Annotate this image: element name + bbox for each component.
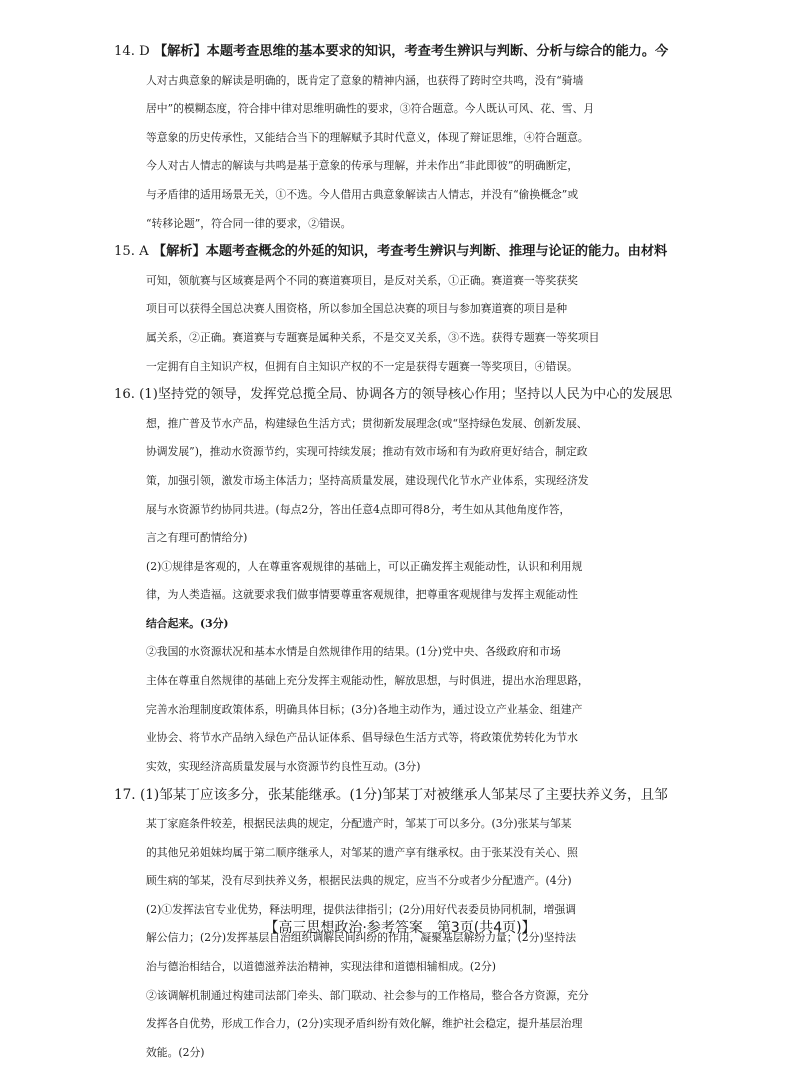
answer-15-line: 项目可以获得全国总决赛人围资格，所以参加全国总决赛的项目与参加赛道赛的项目是种	[146, 302, 568, 316]
answer-17-line: 效能。(2分)	[146, 1045, 205, 1059]
answer-16-line: 律，为人类造福。这就要求我们做事情要尊重客观规律，把尊重客观规律与发挥主观能动性	[146, 588, 578, 602]
answer-14-line: 人对古典意象的解读是明确的，既肯定了意象的精神内涵，也获得了跨时空共鸣，没有“骑墙	[146, 73, 584, 87]
answer-16-line: 结合起来。(3分)	[146, 616, 229, 630]
page-footer: 【高三思想政治·参考答案 第3页(共4页)】	[264, 920, 536, 936]
answer-17-line: 17. (1)邹某丁应该多分，张某能继承。(1分)邹某丁对被继承人邹某尽了主要扶养义务，且邹	[114, 787, 668, 804]
answer-14-line: 等意象的历史传承性，又能结合当下的理解赋予其时代意义，体现了辩证思维，④符合题意。	[146, 130, 589, 144]
answer-17-line: ②该调解机制通过构建司法部门牵头、部门联动、社会参与的工作格局，整合各方资源，充分	[146, 988, 589, 1002]
answer-16-line: (2)①规律是客观的，人在尊重客观规律的基础上，可以正确发挥主观能动性，认识和利用规	[146, 559, 583, 573]
answer-16-line: 实效，实现经济高质量发展与水资源节约良性互动。(3分)	[146, 759, 421, 773]
answer-15-line: 15. A 【解析】本题考查概念的外延的知识，考查考生辨识与判断、推理与论证的能力。由材料	[114, 244, 668, 260]
answer-14-line: “转移论题”，符合同一律的要求，②错误。	[146, 216, 352, 230]
answer-16-line: 主体在尊重自然规律的基础上充分发挥主观能动性，解放思想，与时俱进，提出水治理思路，	[146, 674, 589, 688]
answer-15-line: 属关系，②正确。赛道赛与专题赛是属种关系，不是交叉关系，③不选。获得专题赛一等奖项目	[146, 330, 600, 344]
answer-16-line: ②我国的水资源状况和基本水情是自然规律作用的结果。(1分)党中央、各级政府和市场	[146, 645, 561, 659]
answer-16-line: 策，加强引领，激发市场主体活力；坚持高质量发展，建设现代化节水产业体系，实现经济发	[146, 473, 589, 487]
analysis-lead: 【解析】本题考查概念的外延的知识，考查考生辨识与判断、推理与论证的能力。由材料	[152, 244, 668, 260]
answer-17-line: 解公信力；(2分)发挥基层自治组织调解民间纠纷的作用，凝聚基层解纷力量；(2分)坚持法	[146, 931, 577, 945]
answer-14-line: 居中”的模糊态度，符合排中律对思维明确性的要求，③符合题意。今人既认可风、花、雪、月	[146, 102, 595, 116]
answer-14-line: 与矛盾律的适用场景无关，①不选。今人借用古典意象解读古人情志，并没有“偷换概念”或	[146, 187, 579, 201]
answer-16-line: 言之有理可酌情给分)	[146, 531, 248, 545]
answer-14-line: 14. D 【解析】本题考查思维的基本要求的知识，考查考生辨识与判断、分析与综合的能力。今	[114, 44, 669, 59]
answer-16	[114, 381, 674, 781]
answer-15	[114, 238, 674, 381]
answer-17-line: 顾生病的邹某，没有尽到扶养义务，根据民法典的规定，应当不分或者少分配遗产。(4分)	[146, 874, 572, 888]
answer-16-line: 完善水治理制度政策体系，明确具体目标；(3分)各地主动作为，通过设立产业基金、组建产	[146, 702, 583, 716]
answer-17-line: (2)①发挥法官专业优势，释法明理，提供法律指引；(2分)用好代表委员协同机制，增强调	[146, 902, 577, 916]
analysis-lead: 【解析】本题考查思维的基本要求的知识，考查考生辨识与判断、分析与综合的能力。今	[153, 44, 669, 59]
answer-16-line: 想，推广普及节水产品，构建绿色生活方式；贯彻新发展理念(或“坚持绿色发展、创新发展、	[146, 416, 588, 430]
answer-14	[114, 38, 674, 238]
answer-content	[114, 38, 674, 1067]
answer-16-line: 业协会、将节水产品纳入绿色产品认证体系、倡导绿色生活方式等，将政策优势转化为节水	[146, 731, 578, 745]
answer-16-line: 协调发展”)，推动水资源节约，实现可持续发展；推动有效市场和有为政府更好结合，制定政	[146, 445, 588, 459]
answer-14-line: 今人对古人情志的解读与共鸣是基于意象的传承与理解，并未作出“非此即彼”的明确断定，	[146, 159, 579, 173]
answer-17-line: 的其他兄弟姐妹均属于第二顺序继承人，对邹某的遗产享有继承权。由于张某没有关心、照	[146, 845, 578, 859]
answer-17-line: 发挥各自优势，形成工作合力，(2分)实现矛盾纠纷有效化解，维护社会稳定，提升基层治理	[146, 1017, 583, 1031]
answer-17-line: 治与德治相结合，以道德滋养法治精神，实现法律和道德相辅相成。(2分)	[146, 960, 496, 973]
answer-16-line: 16. (1)坚持党的领导，发挥党总揽全局、协调各方的领导核心作用；坚持以人民为中心的发展思	[114, 387, 673, 403]
answer-15-line: 一定拥有自主知识产权，但拥有自主知识产权的不一定是获得专题赛一等奖项目，④错误。	[146, 359, 578, 373]
answer-16-line: 展与水资源节约协同共进。(每点2分，答出任意4点即可得8分，考生如从其他角度作答，	[146, 502, 571, 516]
answer-15-line: 可知，领航赛与区域赛是两个不同的赛道赛项目，是反对关系，①正确。赛道赛一等奖获奖	[146, 273, 578, 287]
answer-17-line: 某丁家庭条件较差，根据民法典的规定，分配遗产时，邹某丁可以多分。(3分)张某与邹某	[146, 817, 572, 831]
